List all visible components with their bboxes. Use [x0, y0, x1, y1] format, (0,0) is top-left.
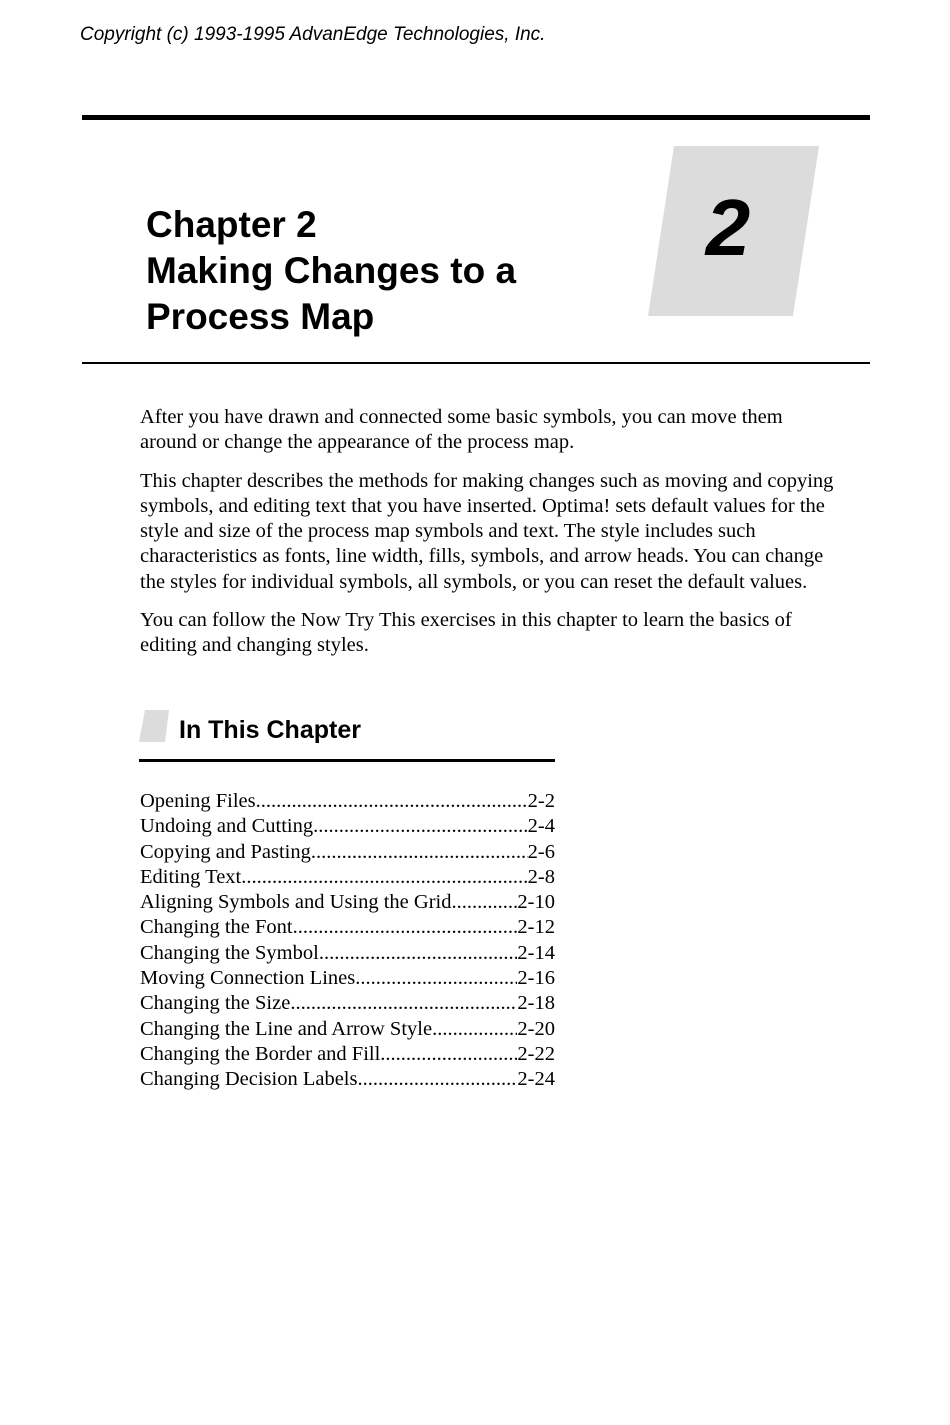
toc-entry[interactable] [140, 991, 555, 1016]
in-this-chapter-header [139, 710, 555, 762]
toc-entry-title: Aligning Symbols and Using the Grid [140, 891, 452, 914]
chapter-title-line-1: Making Changes to a [146, 250, 517, 291]
toc-leader [311, 840, 528, 865]
toc-entry-page: 2-8 [527, 865, 555, 888]
toc-entry[interactable] [140, 941, 555, 966]
toc-leader [319, 941, 518, 966]
chapter-number: 2 [705, 183, 751, 272]
toc-leader [256, 789, 528, 814]
toc-leader [313, 814, 528, 839]
chapter-contents-list [140, 789, 555, 1093]
toc-entry-page: 2-18 [517, 992, 555, 1015]
toc-entry-page: 2-14 [517, 941, 555, 964]
toc-entry[interactable] [140, 814, 555, 839]
toc-leader [355, 966, 517, 991]
toc-entry-page: 2-2 [527, 790, 555, 812]
toc-entry[interactable] [140, 865, 555, 890]
toc-entry-title: Changing the Symbol [140, 941, 319, 964]
toc-entry-page: 2-16 [517, 967, 555, 990]
toc-entry-title: Changing the Line and Arrow Style [140, 1017, 433, 1040]
toc-entry-title: Undoing and Cutting [140, 815, 314, 838]
toc-leader [432, 1017, 517, 1042]
toc-entry[interactable] [140, 840, 555, 865]
toc-entry-page: 2-24 [517, 1068, 555, 1091]
toc-entry[interactable] [140, 1067, 555, 1092]
intro-paragraph: After you have drawn and connected some basic symbols, you can move them around or change the appearance of the process map. [140, 406, 783, 454]
toc-leader [241, 865, 527, 890]
toc-entry-page: 2-6 [527, 840, 555, 863]
toc-entry-title: Changing the Font [140, 916, 293, 939]
toc-entry[interactable] [140, 890, 555, 915]
intro-paragraph: This chapter describes the methods for making changes such as moving and copying symbols, and editing text that you have inserted. Optima! sets default values for the style and size of the process map symbols and text. The style includes such characteristics as fonts, line width, fills, symbols, and arrow heads. You can change the styles for individual symbols, all symbols, or you can reset the default values. [140, 469, 834, 593]
intro-paragraph: You can follow the Now Try This exercises in this chapter to learn the basics of editing and changing styles. [140, 609, 792, 657]
section-heading: In This Chapter [179, 716, 361, 744]
chapter-title [146, 202, 516, 340]
toc-leader [451, 890, 517, 915]
toc-leader [293, 915, 518, 940]
chapter-label: Chapter 2 [146, 204, 317, 245]
toc-entry-page: 2-4 [527, 815, 555, 838]
toc-leader [290, 991, 517, 1016]
top-rule [82, 115, 870, 120]
toc-entry[interactable] [140, 966, 555, 991]
toc-entry-page: 2-10 [517, 891, 555, 914]
toc-entry-page: 2-20 [517, 1017, 555, 1040]
toc-entry[interactable] [140, 789, 555, 814]
toc-entry-title: Changing the Border and Fill [140, 1042, 381, 1065]
section-rule [139, 759, 555, 762]
toc-entry-title: Opening Files [140, 790, 256, 812]
toc-entry[interactable] [140, 1017, 555, 1042]
chapter-number-tab [648, 146, 819, 316]
toc-entry-title: Copying and Pasting [140, 840, 311, 863]
toc-entry-title: Editing Text [140, 865, 242, 888]
title-bottom-rule [82, 362, 870, 364]
copyright-notice: Copyright (c) 1993-1995 AdvanEdge Technologies, Inc. [80, 24, 546, 45]
toc-entry[interactable] [140, 1042, 555, 1067]
section-marker-icon [139, 710, 169, 742]
toc-leader [380, 1042, 517, 1067]
chapter-title-line-2: Process Map [146, 296, 375, 337]
intro-text [140, 405, 840, 672]
toc-entry-title: Changing Decision Labels [140, 1068, 358, 1091]
toc-entry-page: 2-12 [517, 916, 555, 939]
toc-entry-title: Changing the Size [140, 992, 291, 1015]
toc-entry[interactable] [140, 915, 555, 940]
toc-entry-page: 2-22 [517, 1042, 555, 1065]
toc-leader [357, 1067, 517, 1092]
toc-entry-title: Moving Connection Lines [140, 967, 356, 990]
